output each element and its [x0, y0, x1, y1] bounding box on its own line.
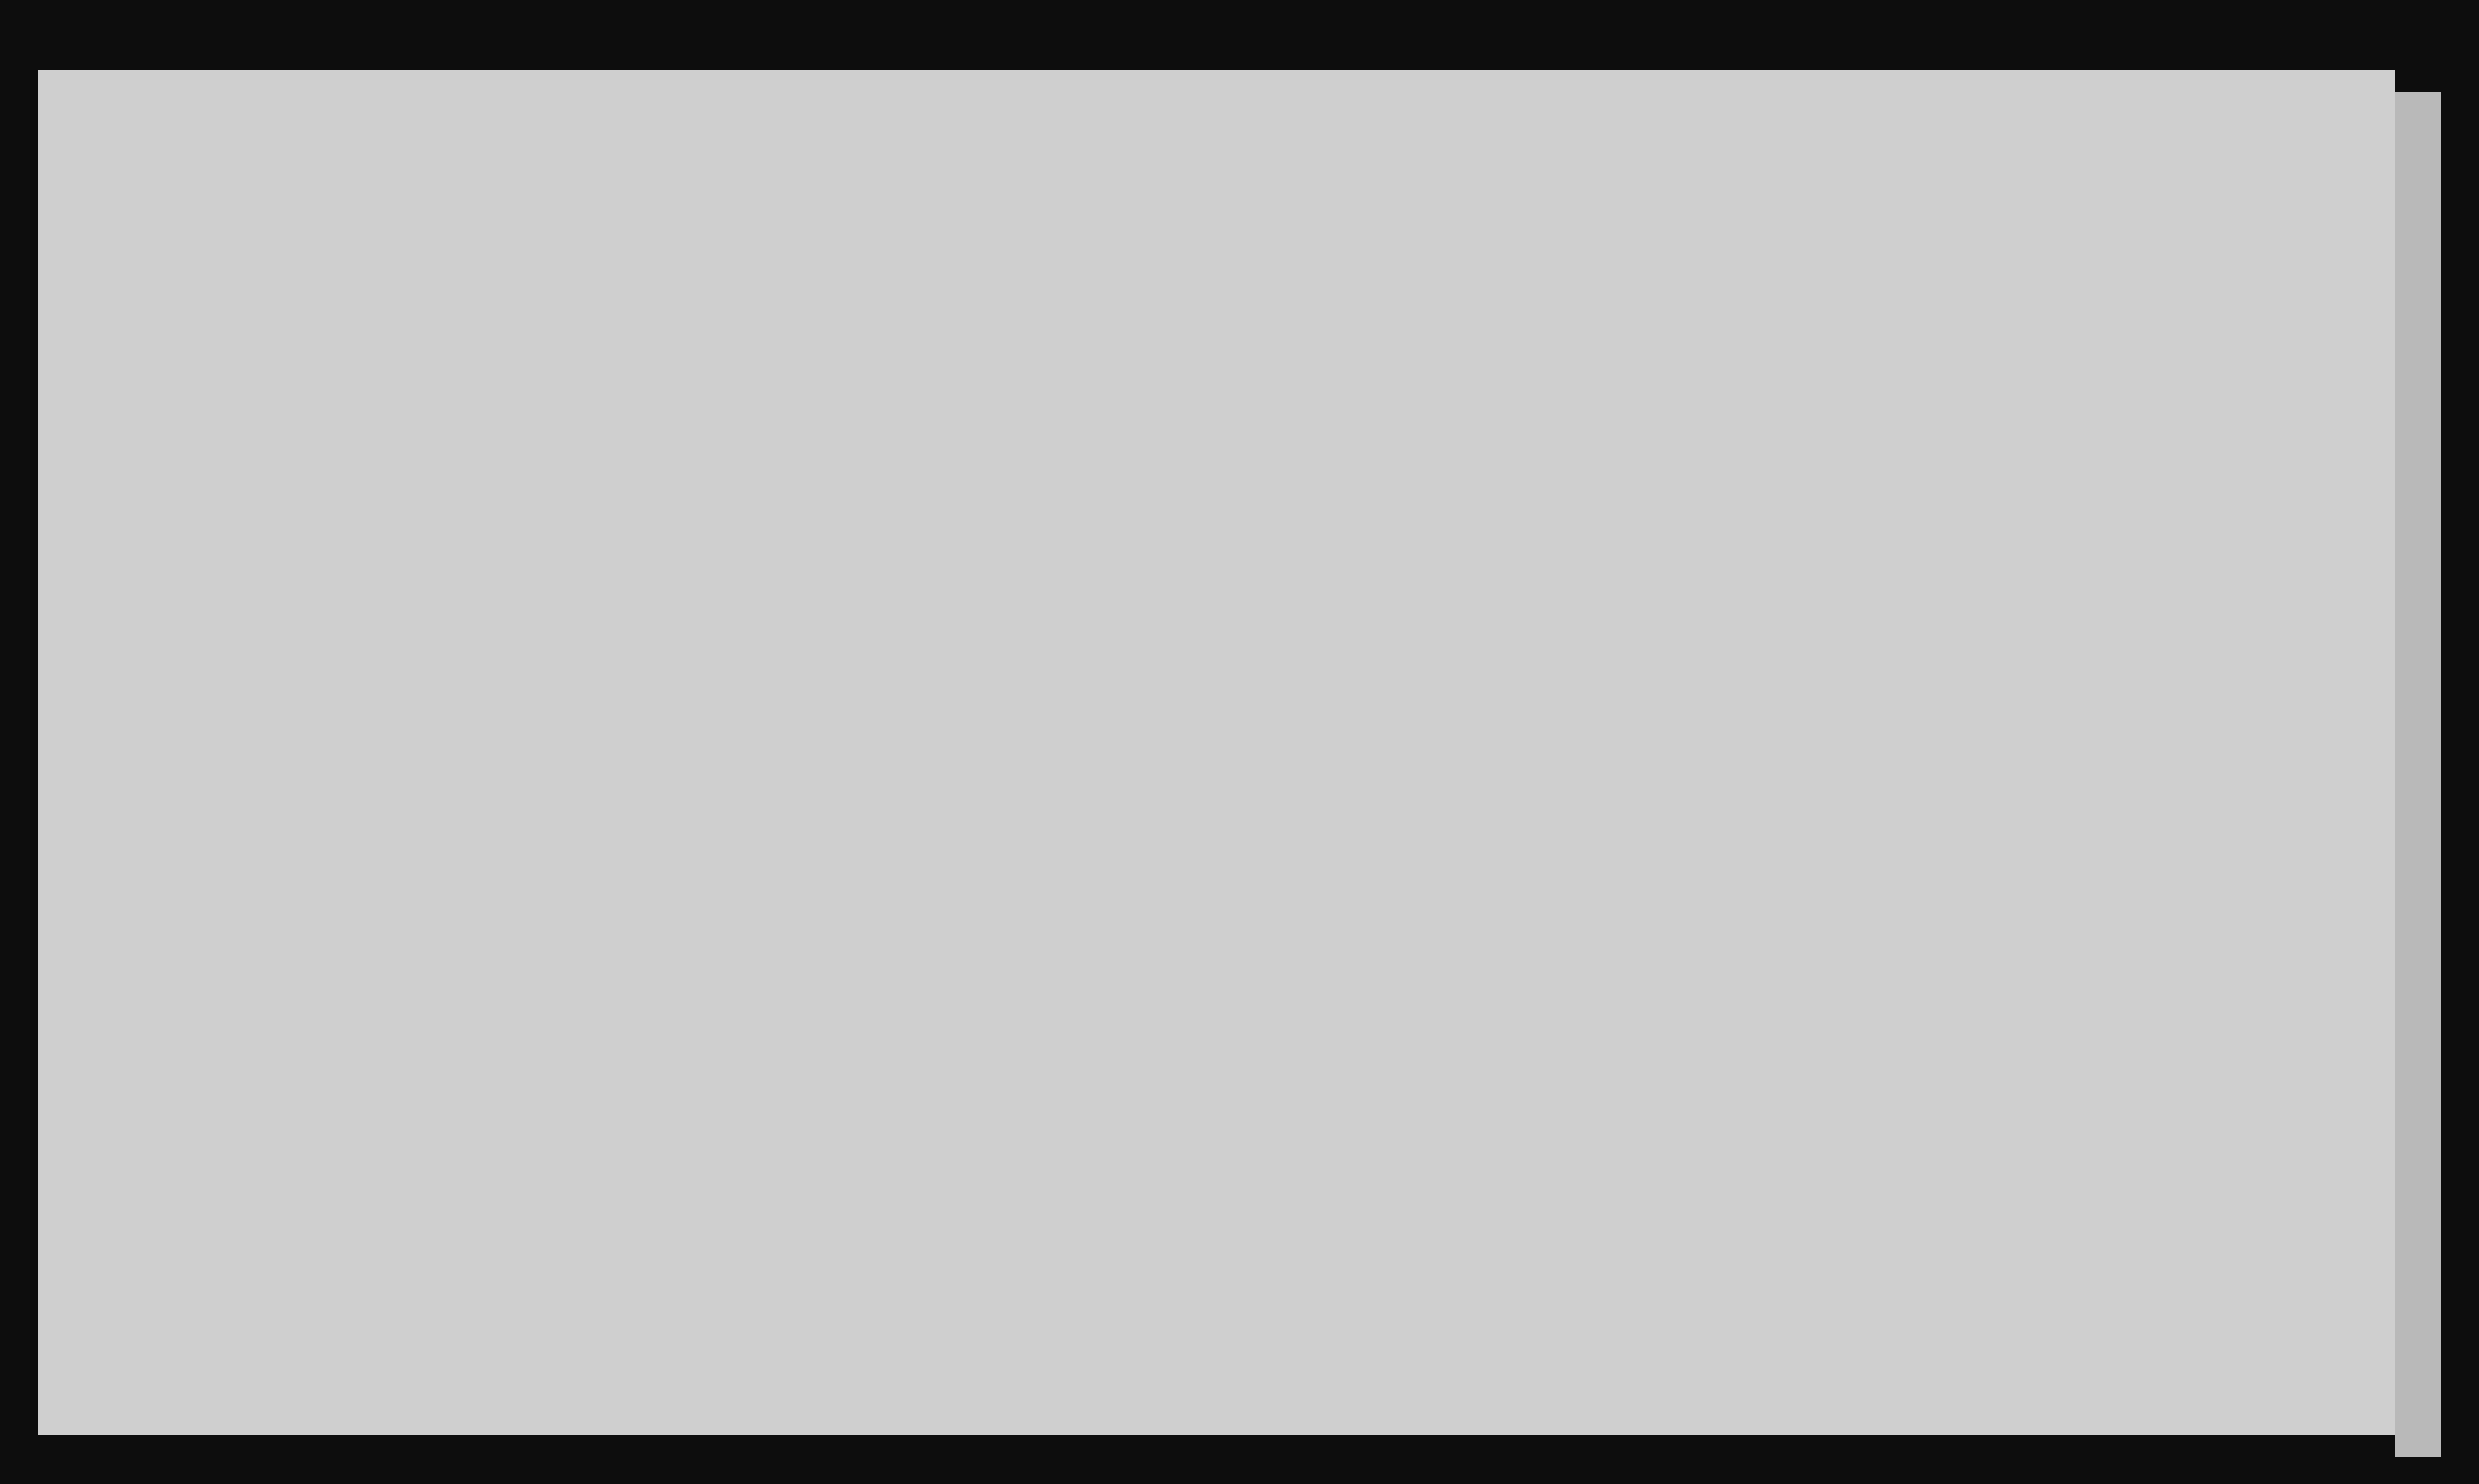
- page-edge: [2395, 92, 2441, 1457]
- census-card: [38, 70, 2395, 1435]
